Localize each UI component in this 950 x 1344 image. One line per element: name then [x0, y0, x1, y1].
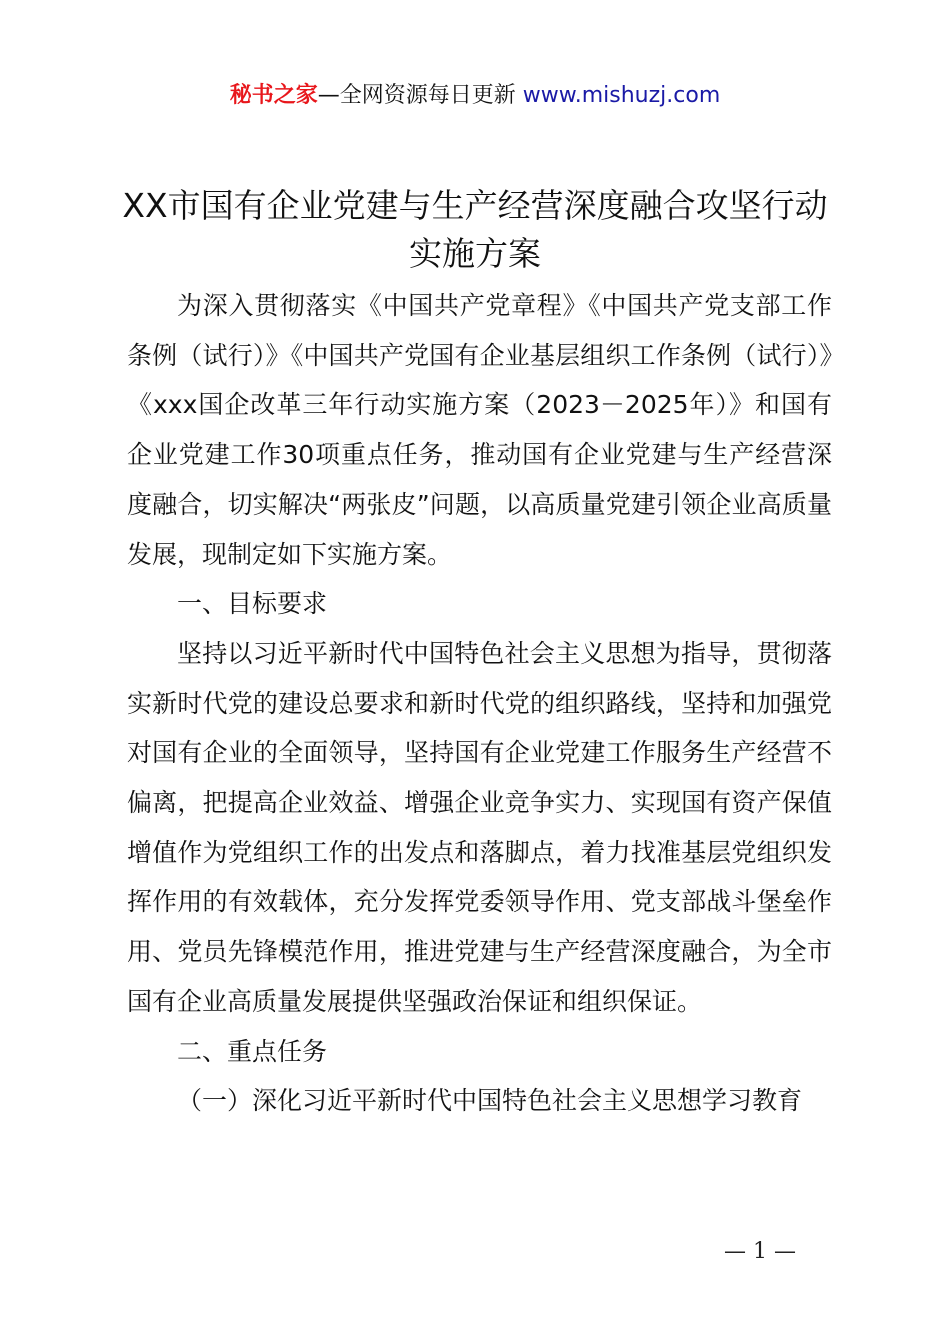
intro-paragraph: 为深入贯彻落实《中国共产党章程》《中国共产党支部工作条例（试行）》《中国共产党国有企业基层组织工作条例（试行）》《xxx国企改革三年行动实施方案（2023－2025年）》和国有企业党建工作30项重点任务，推动国有企业党建与生产经营深度融合，切实解决“两张皮”问题，以高质量党建引领企业高质量发展，现制定如下实施方案。 — [127, 291, 832, 569]
site-brand: 秘书之家 — [229, 83, 318, 108]
subsection-heading-1: （一）深化习近平新时代中国特色社会主义思想学习教育 — [177, 1086, 803, 1116]
page-number: — 1 — — [724, 1239, 796, 1264]
site-header — [0, 78, 950, 114]
document-body — [127, 281, 832, 1126]
site-url-link[interactable]: www.mishuzj.com — [522, 83, 721, 108]
site-tagline: —全网资源每日更新 — [317, 83, 523, 108]
section-heading-goals: 一、目标要求 — [177, 589, 328, 619]
section-heading-key-tasks: 二、重点任务 — [177, 1036, 328, 1066]
document-title: XX市国有企业党建与生产经营深度融合攻坚行动实施方案 — [122, 186, 828, 273]
goals-paragraph: 坚持以习近平新时代中国特色社会主义思想为指导，贯彻落实新时代党的建设总要求和新时代党的组织路线，坚持和加强党对国有企业的全面领导，坚持国有企业党建工作服务生产经营不偏离，把提高企业效益、增强企业竞争实力、实现国有资产保值增值作为党组织工作的出发点和落脚点，着力找准基层党组织发挥作用的有效载体，充分发挥党委领导作用、党支部战斗堡垒作用、党员先锋模范作用，推进党建与生产经营深度融合，为全市国有企业高质量发展提供坚强政治保证和组织保证。 — [127, 638, 832, 1016]
